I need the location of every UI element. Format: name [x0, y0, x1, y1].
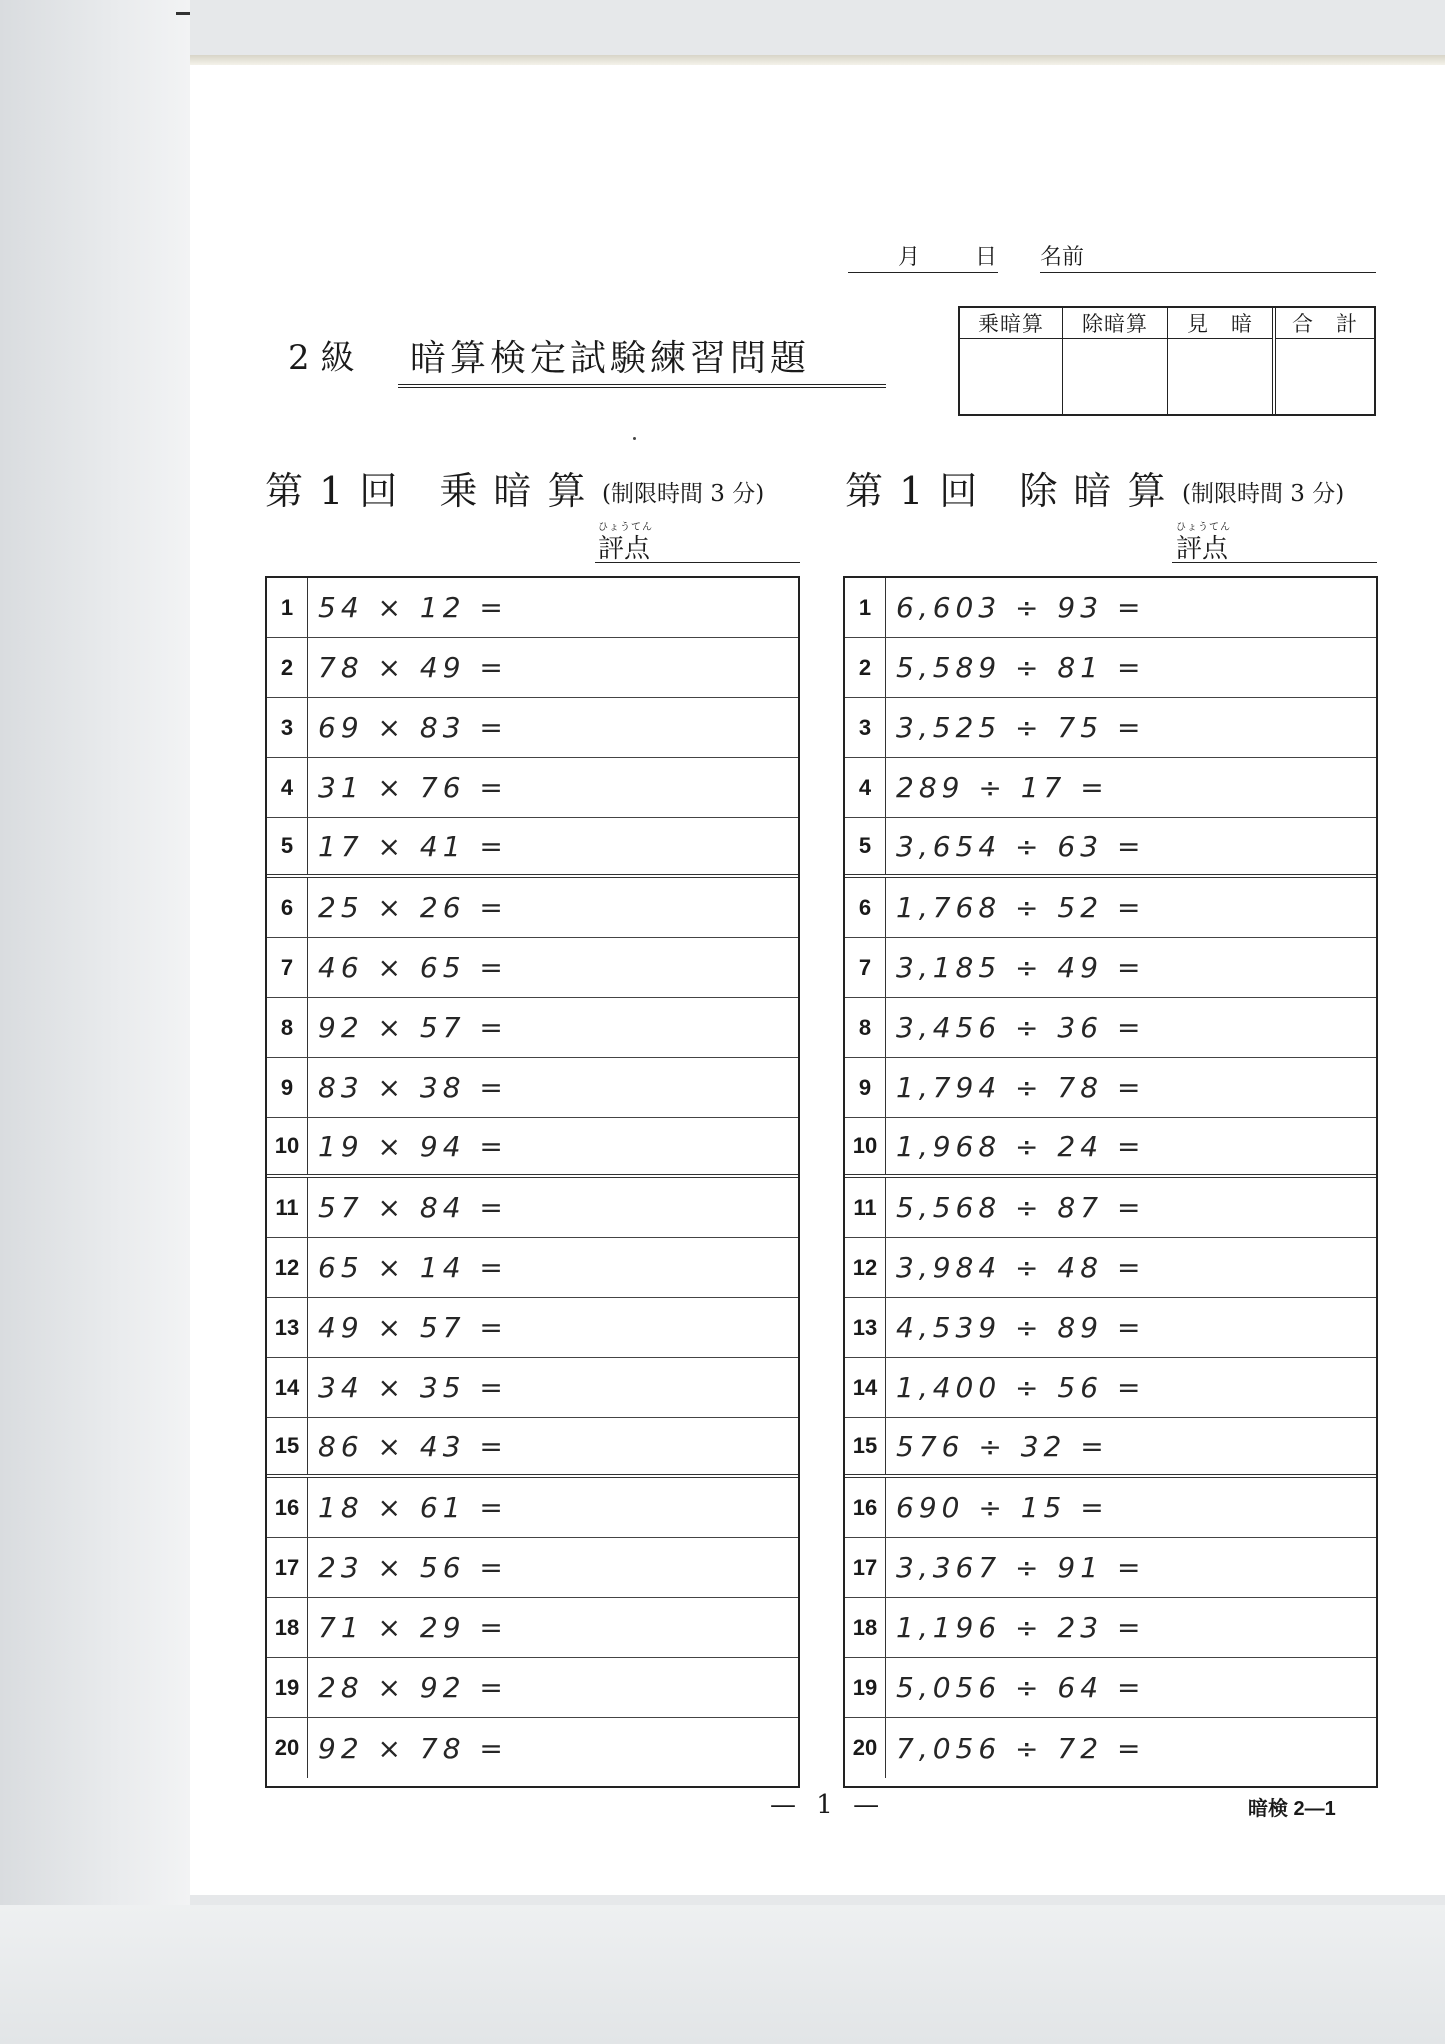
problem-row: [267, 578, 798, 638]
problem-number: 8: [845, 998, 886, 1057]
problem-number: 11: [845, 1178, 886, 1237]
problem-number: 1: [845, 578, 886, 637]
problem-number: 12: [845, 1238, 886, 1297]
problem-expression[interactable]: 6,603 ÷ 93 =: [896, 591, 1146, 624]
problem-number: 4: [845, 758, 886, 817]
problem-number: 5: [845, 818, 886, 874]
problem-number: 11: [267, 1178, 308, 1237]
problem-expression[interactable]: 3,984 ÷ 48 =: [896, 1251, 1146, 1284]
problem-row: [845, 698, 1376, 758]
multiplication-heading: 第 1 回 乗 暗 算: [265, 469, 588, 513]
grade-label: 2 級: [288, 338, 355, 378]
problem-expression[interactable]: 54 × 12 =: [318, 591, 508, 624]
problem-number: 17: [267, 1538, 308, 1597]
problem-expression[interactable]: 3,525 ÷ 75 =: [896, 711, 1146, 744]
problem-number: 18: [267, 1598, 308, 1657]
problem-expression[interactable]: 3,185 ÷ 49 =: [896, 951, 1146, 984]
problem-expression[interactable]: 25 × 26 =: [318, 891, 508, 924]
problem-row: [845, 1358, 1376, 1418]
problem-number: 9: [845, 1058, 886, 1117]
problem-row: [845, 1418, 1376, 1478]
problem-expression[interactable]: 1,968 ÷ 24 =: [896, 1129, 1146, 1163]
problem-expression[interactable]: 5,568 ÷ 87 =: [896, 1191, 1146, 1224]
problem-number: 7: [267, 938, 308, 997]
month-label: 月: [898, 245, 921, 270]
problem-row: [845, 1478, 1376, 1538]
score-header-total: 合 計: [1276, 308, 1374, 339]
page-top-edge: [190, 55, 1445, 65]
problem-number: 17: [845, 1538, 886, 1597]
problem-number: 2: [267, 638, 308, 697]
problem-expression[interactable]: 7,056 ÷ 72 =: [896, 1731, 1146, 1765]
date-line: [848, 272, 998, 273]
problem-number: 19: [267, 1658, 308, 1717]
multiplication-time-note: (制限時間 3 分): [602, 481, 765, 507]
problem-row: [267, 1658, 798, 1718]
page-title: 暗算検定試験練習問題: [410, 338, 811, 379]
division-score-furigana: ひょうてん: [1176, 522, 1231, 533]
problem-expression[interactable]: 18 × 61 =: [318, 1491, 508, 1524]
problem-number: 13: [267, 1298, 308, 1357]
problem-row: [267, 998, 798, 1058]
problem-row: [845, 1178, 1376, 1238]
score-cell-multiplication[interactable]: [960, 339, 1062, 414]
name-line[interactable]: [1040, 272, 1376, 273]
problem-row: [267, 1178, 798, 1238]
problem-number: 6: [845, 878, 886, 937]
problem-number: 1: [267, 578, 308, 637]
problem-number: 16: [845, 1478, 886, 1537]
problem-number: 20: [845, 1718, 886, 1778]
problem-number: 2: [845, 638, 886, 697]
problem-row: [267, 638, 798, 698]
score-cell-total[interactable]: [1276, 339, 1374, 414]
problem-row: [267, 1238, 798, 1298]
division-problems-table: [843, 576, 1378, 1788]
problem-row: [267, 1598, 798, 1658]
footer-code: 暗検 2—1: [1248, 1798, 1336, 1820]
problem-number: 14: [267, 1358, 308, 1417]
problem-expression[interactable]: 3,456 ÷ 36 =: [896, 1011, 1146, 1044]
division-heading: 第 1 回 除 暗 算: [845, 469, 1168, 513]
division-score-label: 評点: [1176, 534, 1229, 564]
problem-row: [845, 758, 1376, 818]
score-cell-division[interactable]: [1063, 339, 1167, 414]
problem-expression[interactable]: 3,654 ÷ 63 =: [896, 829, 1146, 863]
problem-expression[interactable]: 57 × 84 =: [318, 1191, 508, 1224]
problem-number: 13: [845, 1298, 886, 1357]
score-col-mental: [1168, 308, 1276, 414]
problem-expression[interactable]: 69 × 83 =: [318, 711, 508, 744]
problem-expression[interactable]: 19 × 94 =: [318, 1129, 508, 1163]
problem-row: [845, 1538, 1376, 1598]
problem-row: [267, 1058, 798, 1118]
problem-row: [267, 758, 798, 818]
problem-expression[interactable]: 71 × 29 =: [318, 1611, 508, 1644]
problem-expression[interactable]: 92 × 57 =: [318, 1011, 508, 1044]
division-time-note: (制限時間 3 分): [1182, 481, 1345, 507]
problem-number: 10: [267, 1118, 308, 1174]
multiplication-score-furigana: ひょうてん: [598, 522, 653, 533]
problem-row: [267, 938, 798, 998]
problem-row: [845, 1238, 1376, 1298]
problem-row: [845, 1598, 1376, 1658]
problem-number: 6: [267, 878, 308, 937]
problem-expression[interactable]: 49 × 57 =: [318, 1311, 508, 1344]
problem-row: [267, 1298, 798, 1358]
problem-expression[interactable]: 1,400 ÷ 56 =: [896, 1371, 1146, 1404]
problem-row: [267, 878, 798, 938]
problem-number: 7: [845, 938, 886, 997]
problem-expression[interactable]: 690 ÷ 15 =: [896, 1491, 1109, 1524]
problem-number: 14: [845, 1358, 886, 1417]
problem-row: [267, 1358, 798, 1418]
problem-expression[interactable]: 28 × 92 =: [318, 1671, 508, 1704]
problem-row: [845, 1718, 1376, 1778]
problem-row: [845, 1058, 1376, 1118]
score-col-multiplication: [960, 308, 1063, 414]
score-col-total: [1276, 308, 1374, 414]
problem-expression[interactable]: 65 × 14 =: [318, 1251, 508, 1284]
scan-corner-mark: [176, 12, 190, 15]
problem-expression[interactable]: 17 × 41 =: [318, 829, 508, 863]
scan-bottom-strip: [0, 1905, 1445, 2044]
problem-expression[interactable]: 1,196 ÷ 23 =: [896, 1611, 1146, 1644]
problem-number: 15: [845, 1418, 886, 1474]
problem-row: [267, 698, 798, 758]
problem-row: [845, 1118, 1376, 1178]
name-label: 名前: [1040, 245, 1085, 270]
problem-number: 4: [267, 758, 308, 817]
problem-number: 9: [267, 1058, 308, 1117]
problem-number: 12: [267, 1238, 308, 1297]
problem-expression[interactable]: 576 ÷ 32 =: [896, 1429, 1109, 1463]
title-underline: [398, 384, 886, 388]
speck: [633, 437, 636, 440]
score-cell-mental[interactable]: [1168, 339, 1272, 414]
problem-expression[interactable]: 92 × 78 =: [318, 1731, 508, 1765]
problem-number: 8: [267, 998, 308, 1057]
day-label: 日: [975, 245, 998, 270]
multiplication-problems-table: [265, 576, 800, 1788]
problem-row: [267, 818, 798, 878]
problem-expression[interactable]: 46 × 65 =: [318, 951, 508, 984]
problem-expression[interactable]: 83 × 38 =: [318, 1071, 508, 1104]
problem-number: 18: [845, 1598, 886, 1657]
problem-expression[interactable]: 289 ÷ 17 =: [896, 771, 1109, 804]
problem-row: [845, 878, 1376, 938]
problem-expression[interactable]: 1,768 ÷ 52 =: [896, 891, 1146, 924]
problem-row: [845, 578, 1376, 638]
problem-row: [267, 1418, 798, 1478]
problem-number: 10: [845, 1118, 886, 1174]
problem-number: 15: [267, 1418, 308, 1474]
problem-expression[interactable]: 34 × 35 =: [318, 1371, 508, 1404]
score-col-division: [1063, 308, 1168, 414]
division-score-line[interactable]: [1172, 562, 1377, 563]
problem-expression[interactable]: 23 × 56 =: [318, 1551, 508, 1584]
multiplication-score-label: 評点: [598, 534, 651, 564]
problem-number: 3: [267, 698, 308, 757]
problem-row: [267, 1478, 798, 1538]
page-number: — 1 —: [770, 1790, 886, 1820]
problem-row: [267, 1718, 798, 1778]
problem-expression[interactable]: 1,794 ÷ 78 =: [896, 1071, 1146, 1104]
scan-shadow: [0, 0, 190, 2044]
problem-expression[interactable]: 5,589 ÷ 81 =: [896, 651, 1146, 684]
problem-expression[interactable]: 31 × 76 =: [318, 771, 508, 804]
problem-row: [845, 998, 1376, 1058]
problem-expression[interactable]: 5,056 ÷ 64 =: [896, 1671, 1146, 1704]
problem-number: 16: [267, 1478, 308, 1537]
multiplication-score-line[interactable]: [595, 562, 800, 563]
problem-row: [845, 818, 1376, 878]
problem-row: [845, 638, 1376, 698]
problem-number: 19: [845, 1658, 886, 1717]
score-box: [958, 306, 1376, 416]
problem-row: [267, 1538, 798, 1598]
score-header-multiplication: 乗暗算: [960, 308, 1062, 339]
problem-row: [845, 1658, 1376, 1718]
problem-number: 3: [845, 698, 886, 757]
problem-number: 20: [267, 1718, 308, 1778]
problem-expression[interactable]: 3,367 ÷ 91 =: [896, 1551, 1146, 1584]
score-header-mental: 見 暗: [1168, 308, 1272, 339]
problem-row: [267, 1118, 798, 1178]
problem-expression[interactable]: 4,539 ÷ 89 =: [896, 1311, 1146, 1344]
problem-row: [845, 938, 1376, 998]
problem-expression[interactable]: 86 × 43 =: [318, 1429, 508, 1463]
problem-row: [845, 1298, 1376, 1358]
problem-number: 5: [267, 818, 308, 874]
score-header-division: 除暗算: [1063, 308, 1167, 339]
problem-expression[interactable]: 78 × 49 =: [318, 651, 508, 684]
